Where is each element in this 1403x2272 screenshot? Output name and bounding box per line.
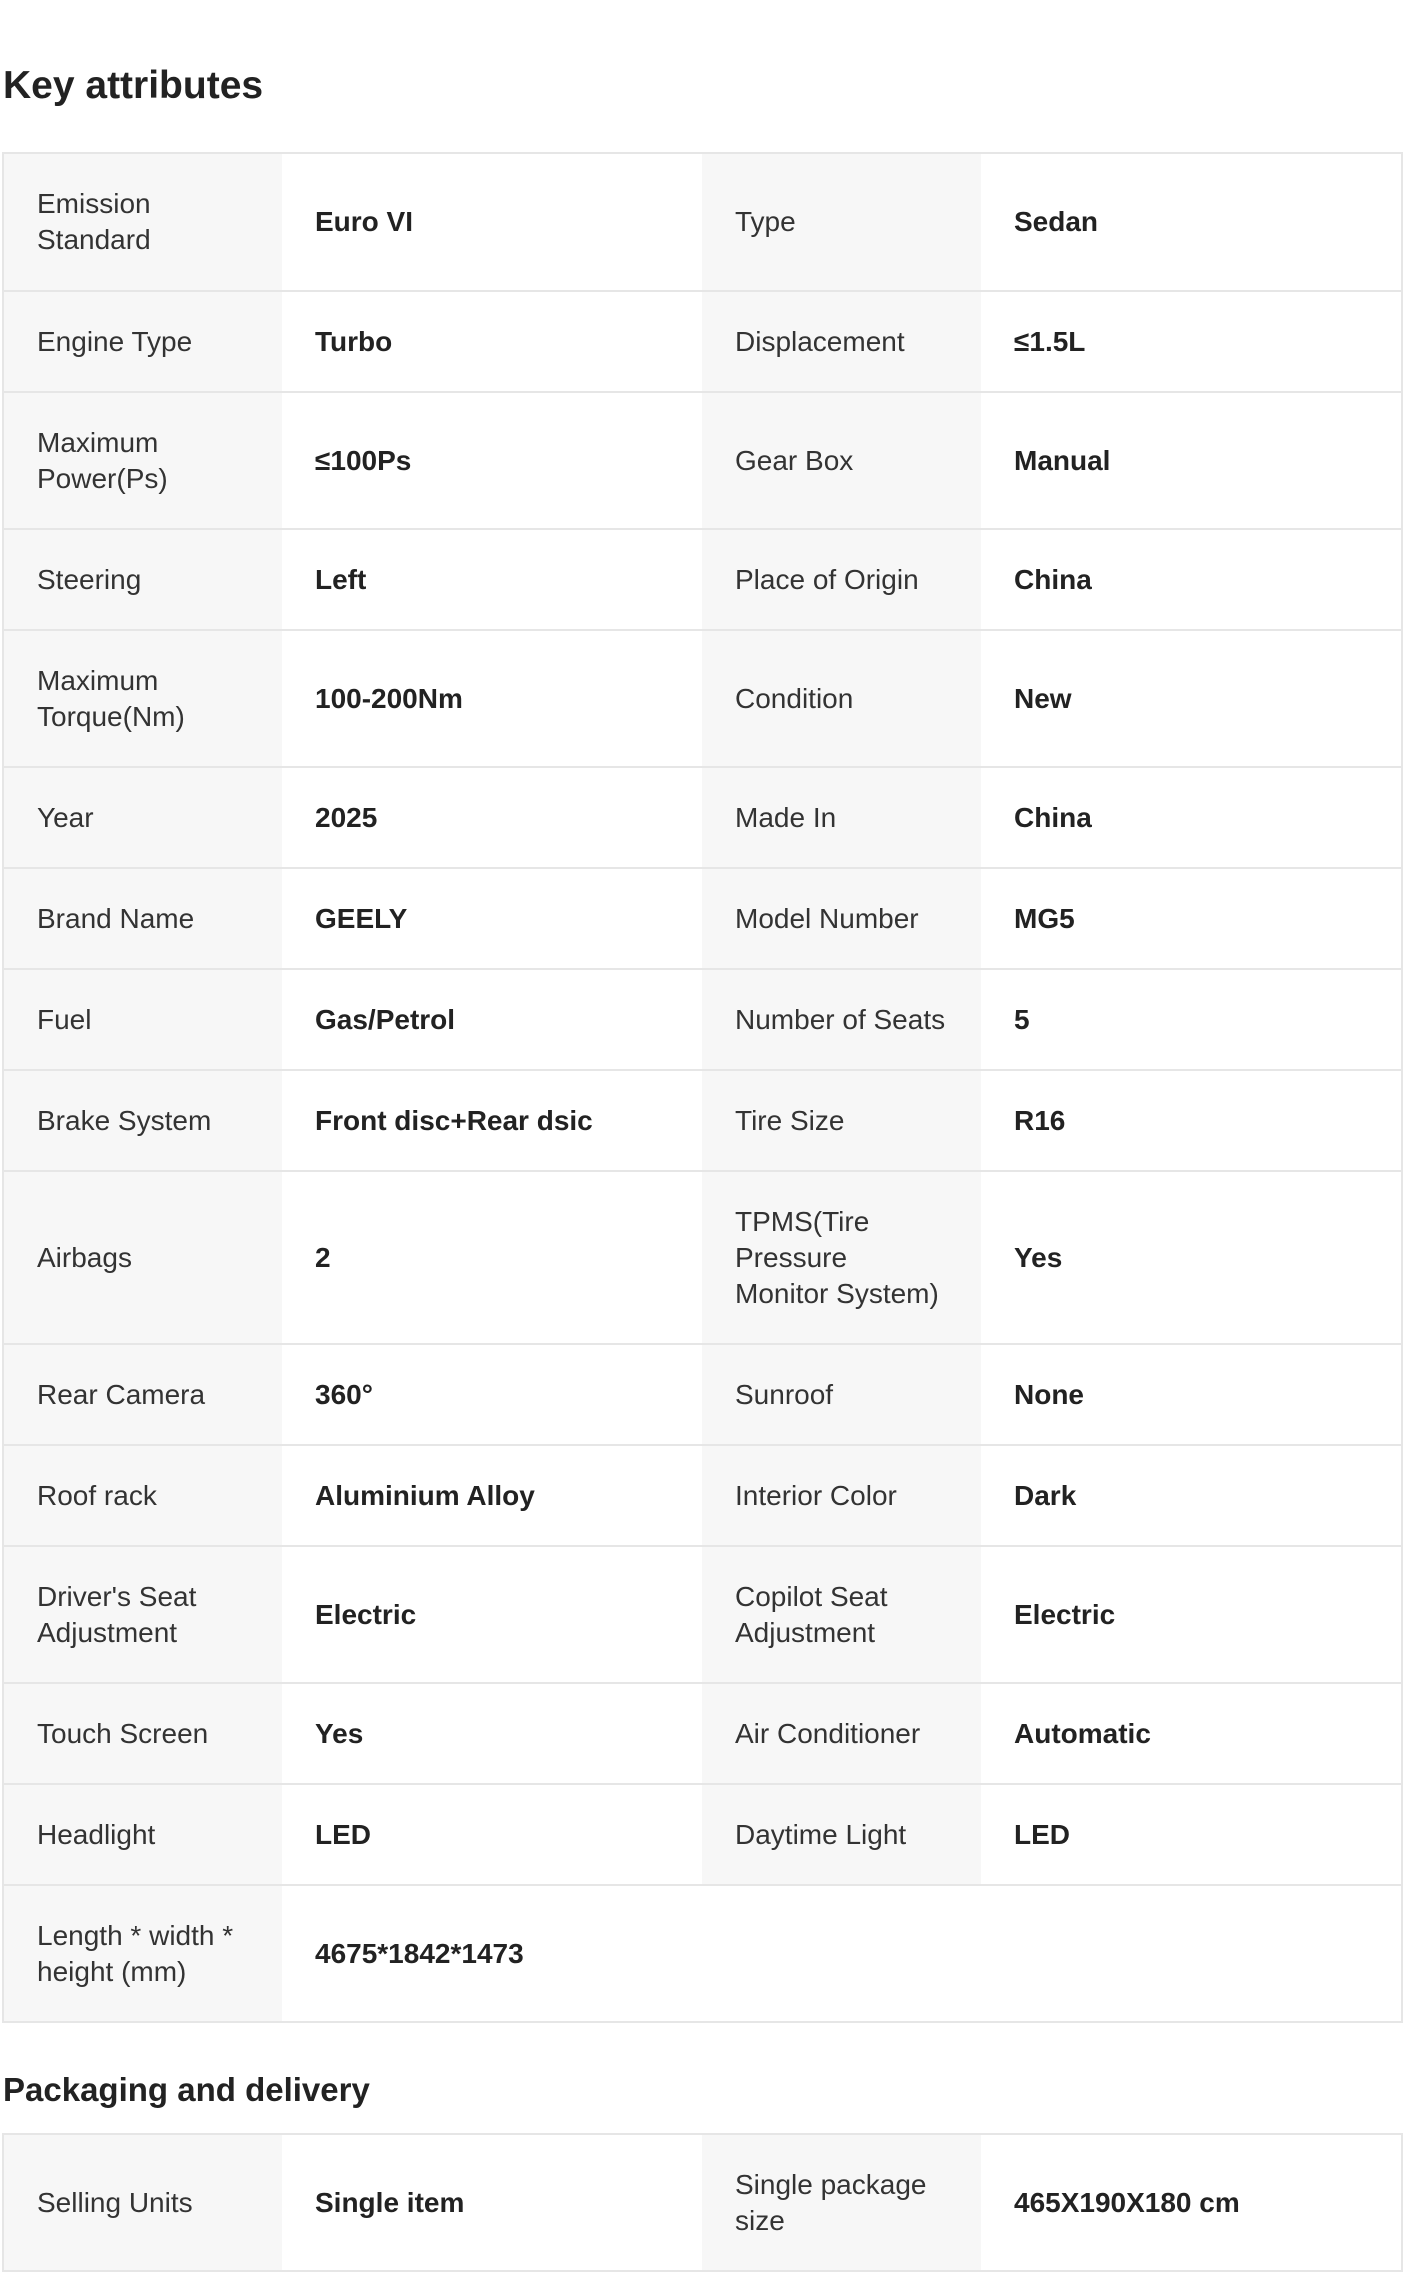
attribute-label: Selling Units (3, 2134, 282, 2271)
attribute-value: Electric (981, 1546, 1402, 1683)
attribute-value: LED (981, 1784, 1402, 1885)
attribute-label: Airbags (3, 1171, 282, 1344)
key-attributes-title: Key attributes (3, 64, 264, 107)
attribute-value: 2025 (282, 767, 702, 868)
packaging-table (2, 2133, 1403, 2272)
attribute-value: China (981, 767, 1402, 868)
attribute-label: Condition (702, 630, 981, 767)
packaging-title: Packaging and delivery (3, 2071, 370, 2108)
attribute-label: Single package size (702, 2134, 981, 2271)
attribute-label: Gear Box (702, 392, 981, 529)
table-row (3, 291, 1402, 392)
attribute-label (702, 1885, 981, 2022)
attribute-label: Tire Size (702, 1070, 981, 1171)
table-row (3, 1171, 1402, 1344)
attribute-value: None (981, 1344, 1402, 1445)
attribute-label: Sunroof (702, 1344, 981, 1445)
attribute-label: Headlight (3, 1784, 282, 1885)
attribute-value: Turbo (282, 291, 702, 392)
attribute-label: Touch Screen (3, 1683, 282, 1784)
attribute-value: Front disc+Rear dsic (282, 1070, 702, 1171)
attribute-value: 4675*1842*1473 (282, 1885, 702, 2022)
table-row (3, 529, 1402, 630)
attribute-value: R16 (981, 1070, 1402, 1171)
table-row (3, 1070, 1402, 1171)
attribute-value: Dark (981, 1445, 1402, 1546)
attribute-label: Year (3, 767, 282, 868)
key-attributes-table (2, 152, 1403, 2023)
attribute-value: New (981, 630, 1402, 767)
attribute-value: Automatic (981, 1683, 1402, 1784)
attribute-label: Steering (3, 529, 282, 630)
attribute-value: ≤1.5L (981, 291, 1402, 392)
attribute-value: 465X190X180 cm (981, 2134, 1402, 2271)
attribute-label: Maximum Torque(Nm) (3, 630, 282, 767)
table-row (3, 868, 1402, 969)
attribute-value: Yes (981, 1171, 1402, 1344)
attribute-label: Daytime Light (702, 1784, 981, 1885)
table-row (3, 969, 1402, 1070)
attribute-value: Euro VI (282, 153, 702, 291)
attribute-label: Rear Camera (3, 1344, 282, 1445)
attribute-label: Made In (702, 767, 981, 868)
table-row (3, 767, 1402, 868)
attribute-label: Roof rack (3, 1445, 282, 1546)
attribute-label: Copilot Seat Adjustment (702, 1546, 981, 1683)
attribute-label: Engine Type (3, 291, 282, 392)
attribute-value: ≤100Ps (282, 392, 702, 529)
attribute-value: 100-200Nm (282, 630, 702, 767)
attribute-label: Emission Standard (3, 153, 282, 291)
attribute-label: Air Conditioner (702, 1683, 981, 1784)
attribute-label: Interior Color (702, 1445, 981, 1546)
attribute-value: Aluminium Alloy (282, 1445, 702, 1546)
attribute-value: Left (282, 529, 702, 630)
attribute-value: Sedan (981, 153, 1402, 291)
attribute-value: 360° (282, 1344, 702, 1445)
attribute-value: China (981, 529, 1402, 630)
attribute-label: Brand Name (3, 868, 282, 969)
attribute-label: Driver's Seat Adjustment (3, 1546, 282, 1683)
attribute-label: TPMS(Tire Pressure Monitor System) (702, 1171, 981, 1344)
attribute-label: Brake System (3, 1070, 282, 1171)
attribute-value: 5 (981, 969, 1402, 1070)
attribute-value: Manual (981, 392, 1402, 529)
attribute-value: GEELY (282, 868, 702, 969)
attribute-value (981, 1885, 1402, 2022)
table-row (3, 1784, 1402, 1885)
attribute-label: Fuel (3, 969, 282, 1070)
attribute-value: MG5 (981, 868, 1402, 969)
table-row (3, 1546, 1402, 1683)
table-row (3, 392, 1402, 529)
attribute-value: Electric (282, 1546, 702, 1683)
table-row (3, 1683, 1402, 1784)
table-row (3, 153, 1402, 291)
attribute-value: Yes (282, 1683, 702, 1784)
table-row (3, 2134, 1402, 2271)
attribute-label: Length * width * height (mm) (3, 1885, 282, 2022)
table-row (3, 630, 1402, 767)
table-row (3, 1445, 1402, 1546)
attribute-value: LED (282, 1784, 702, 1885)
attribute-label: Maximum Power(Ps) (3, 392, 282, 529)
attribute-label: Displacement (702, 291, 981, 392)
attribute-value: 2 (282, 1171, 702, 1344)
attribute-value: Single item (282, 2134, 702, 2271)
attribute-label: Number of Seats (702, 969, 981, 1070)
attribute-value: Gas/Petrol (282, 969, 702, 1070)
table-row (3, 1885, 1402, 2022)
table-row (3, 1344, 1402, 1445)
attribute-label: Model Number (702, 868, 981, 969)
attribute-label: Type (702, 153, 981, 291)
attribute-label: Place of Origin (702, 529, 981, 630)
